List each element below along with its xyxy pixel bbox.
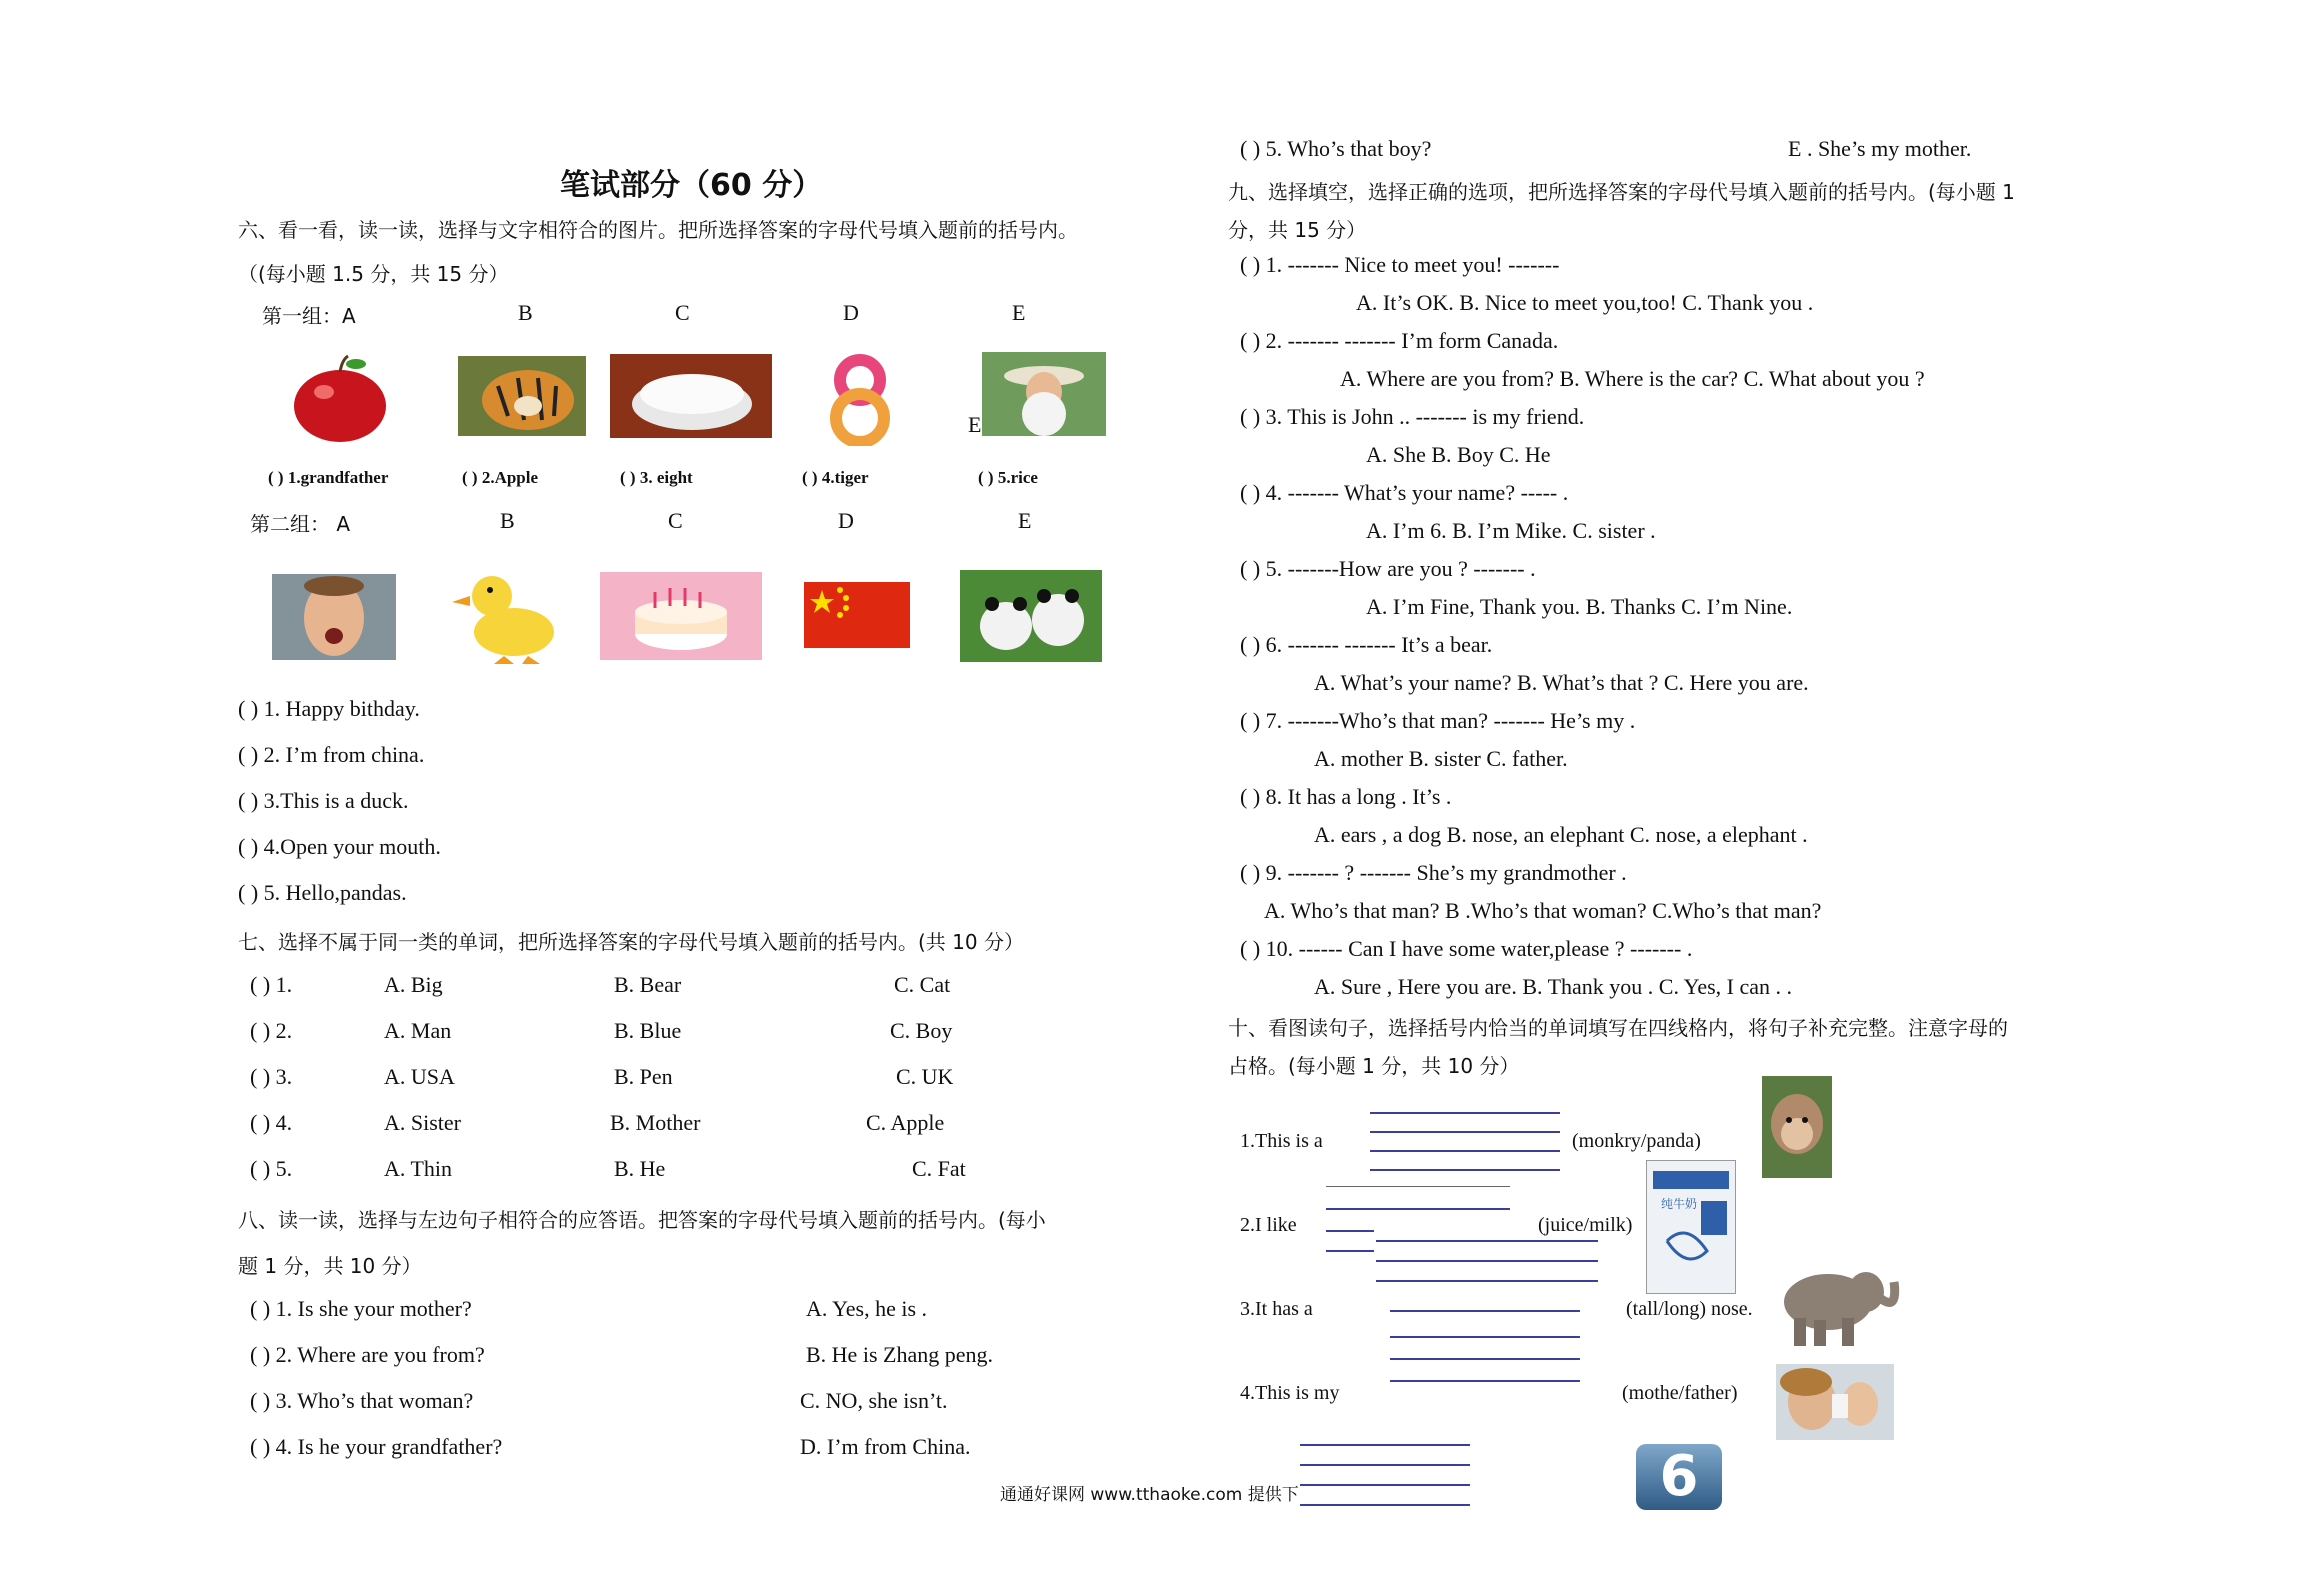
- section-6-score: （(每小题 1.5 分，共 15 分）: [238, 262, 509, 286]
- group1-item-5: ( ) 5.rice: [978, 468, 1038, 487]
- s9-q3: ( ) 3. This is John .. ------- is my friend.: [1240, 404, 1585, 429]
- section-7-heading: 七、选择不属于同一类的单词，把所选择答案的字母代号填入题前的括号内。(共 10 分）: [238, 930, 1024, 954]
- group1-letter-b: B: [518, 300, 533, 325]
- s7-row-1-num: ( ) 1.: [250, 972, 293, 997]
- s7-row-5-b: B. He: [614, 1156, 666, 1181]
- s10-q2-line: [1326, 1208, 1510, 1210]
- s8-question-3: ( ) 3. Who’s that woman?: [250, 1388, 474, 1413]
- s10-q1-line: [1370, 1169, 1560, 1171]
- group1-item-4: ( ) 4.tiger: [802, 468, 869, 487]
- apple-picture: [284, 352, 396, 444]
- s10-q1-options: (monkry/panda): [1572, 1130, 1701, 1152]
- s9-q1: ( ) 1. ------- Nice to meet you! -------: [1240, 252, 1560, 277]
- s7-row-4-num: ( ) 4.: [250, 1110, 293, 1135]
- s7-row-4-c: C. Apple: [866, 1110, 945, 1135]
- group2-letter-d: D: [838, 508, 854, 533]
- s10-q4: 4.This is my: [1240, 1382, 1340, 1404]
- s10-q3-line: [1390, 1358, 1580, 1360]
- section-8-heading-2: 题 1 分，共 10 分）: [238, 1254, 422, 1278]
- section-6-heading: 六、看一看，读一读，选择与文字相符合的图片。把所选择答案的字母代号填入题前的括号内。: [238, 218, 1078, 242]
- s9-q10: ( ) 10. ------ Can I have some water,please ? ------- .: [1240, 936, 1693, 961]
- section-10-heading: 十、看图读句子，选择括号内恰当的单词填写在四线格内，将句子补充完整。注意字母的: [1228, 1016, 2008, 1040]
- mother-child-picture: [1776, 1364, 1894, 1440]
- s6-item-1: ( ) 1. Happy bithday.: [238, 696, 420, 721]
- group1-item-1: ( ) 1.grandfather: [268, 468, 389, 487]
- s9-q10-options: A. Sure , Here you are. B. Thank you . C. Yes, I can . .: [1314, 974, 1793, 999]
- s7-row-1-c: C. Cat: [894, 972, 951, 997]
- s10-q3-options: (tall/long) nose.: [1626, 1298, 1753, 1320]
- s10-q2-line: [1326, 1230, 1374, 1232]
- s8-answer-b: B. He is Zhang peng.: [806, 1342, 993, 1367]
- s8-answer-d: D. I’m from China.: [800, 1434, 971, 1459]
- group2-label: 第二组： A: [250, 512, 351, 536]
- section-8-heading: 八、读一读，选择与左边句子相符合的应答语。把答案的字母代号填入题前的括号内。(每小: [238, 1208, 1046, 1232]
- s9-q7-options: A. mother B. sister C. father.: [1314, 746, 1568, 771]
- s10-q2-guide: [1326, 1186, 1510, 1187]
- s7-row-2-c: C. Boy: [890, 1018, 953, 1043]
- s10-q3-line: [1376, 1280, 1598, 1282]
- group1-item-3: ( ) 3. eight: [620, 468, 693, 487]
- s7-row-4-a: A. Sister: [384, 1110, 461, 1135]
- section-9-heading: 九、选择填空，选择正确的选项，把所选择答案的字母代号填入题前的括号内。(每小题 1: [1228, 180, 2015, 204]
- s7-row-1-b: B. Bear: [614, 972, 682, 997]
- rice-picture: [610, 354, 772, 438]
- s10-q4-line: [1300, 1504, 1470, 1506]
- birthday-cake-picture: [600, 572, 762, 660]
- s7-row-4-b: B. Mother: [610, 1110, 701, 1135]
- s7-row-3-b: B. Pen: [614, 1064, 673, 1089]
- group1-letter-e: E: [1012, 300, 1026, 325]
- s9-q7: ( ) 7. -------Who’s that man? ------- He’s my .: [1240, 708, 1636, 733]
- s10-q3-line: [1376, 1260, 1598, 1262]
- s9-q9: ( ) 9. ------- ? ------- She’s my grandmother .: [1240, 860, 1627, 885]
- s8-answer-e: E . She’s my mother.: [1788, 136, 1972, 161]
- s8-answer-c: C. NO, she isn’t.: [800, 1388, 948, 1413]
- page-title: 笔试部分（60 分）: [560, 168, 823, 203]
- s10-q2: 2.I like: [1240, 1214, 1297, 1236]
- s7-row-5-a: A. Thin: [384, 1156, 453, 1181]
- s8-question-4: ( ) 4. Is he your grandfather?: [250, 1434, 503, 1459]
- group1-letter-c: C: [675, 300, 690, 325]
- s7-row-5-c: C. Fat: [912, 1156, 966, 1181]
- milk-carton-picture: [1646, 1160, 1736, 1294]
- s7-row-3-num: ( ) 3.: [250, 1064, 293, 1089]
- group2-letter-e: E: [1018, 508, 1032, 533]
- s6-item-5: ( ) 5. Hello,pandas.: [238, 880, 407, 905]
- s9-q9-options: A. Who’s that man? B .Who’s that woman? C.Who’s that man?: [1264, 898, 1822, 923]
- s10-q3: 3.It has a: [1240, 1298, 1313, 1320]
- elephant-picture: [1770, 1262, 1904, 1350]
- s7-row-2-a: A. Man: [384, 1018, 452, 1043]
- group1-letter-d: D: [843, 300, 859, 325]
- s7-row-2-b: B. Blue: [614, 1018, 682, 1043]
- s9-q8: ( ) 8. It has a long . It’s .: [1240, 784, 1452, 809]
- s10-q3-line: [1390, 1380, 1580, 1382]
- s10-q2-options: (juice/milk): [1538, 1214, 1633, 1236]
- duck-picture: [444, 566, 568, 666]
- pandas-picture: [960, 570, 1102, 662]
- grandfather-picture: [982, 352, 1106, 436]
- s8-question-2: ( ) 2. Where are you from?: [250, 1342, 485, 1367]
- footer-text: 通通好课网 www.tthaoke.com 提供下: [1000, 1485, 1299, 1505]
- s9-q4: ( ) 4. ------- What’s your name? ----- .: [1240, 480, 1569, 505]
- s10-q3-line: [1376, 1240, 1598, 1242]
- s7-row-5-num: ( ) 5.: [250, 1156, 293, 1181]
- group2-letter-b: B: [500, 508, 515, 533]
- s9-q6: ( ) 6. ------- ------- It’s a bear.: [1240, 632, 1493, 657]
- s6-item-3: ( ) 3.This is a duck.: [238, 788, 409, 813]
- s10-q3-line: [1390, 1336, 1580, 1338]
- s10-q2-line: [1326, 1250, 1374, 1252]
- s9-q3-options: A. She B. Boy C. He: [1366, 442, 1551, 467]
- s10-q1: 1.This is a: [1240, 1130, 1323, 1152]
- s7-row-3-a: A. USA: [384, 1064, 455, 1089]
- s10-q1-line: [1370, 1112, 1560, 1114]
- s8-question-1: ( ) 1. Is she your mother?: [250, 1296, 472, 1321]
- s10-q4-options: (mothe/father): [1622, 1382, 1738, 1404]
- s9-q5-options: A. I’m Fine, Thank you. B. Thanks C. I’m Nine.: [1366, 594, 1793, 619]
- s9-q4-options: A. I’m 6. B. I’m Mike. C. sister .: [1366, 518, 1656, 543]
- s10-q4-line: [1300, 1444, 1470, 1446]
- s9-q1-options: A. It’s OK. B. Nice to meet you,too! C. Thank you .: [1356, 290, 1814, 315]
- group2-letter-c: C: [668, 508, 683, 533]
- s9-q6-options: A. What’s your name? B. What’s that ? C. Here you are.: [1314, 670, 1809, 695]
- milk-carton-label: 纯牛奶: [1661, 1197, 1698, 1211]
- boy-open-mouth-picture: [272, 574, 396, 660]
- s8-answer-a: A. Yes, he is .: [806, 1296, 928, 1321]
- section-10-heading-2: 占格。(每小题 1 分，共 10 分）: [1228, 1054, 1520, 1078]
- group1-label: 第一组：A: [262, 304, 356, 328]
- s7-row-3-c: C. UK: [896, 1064, 954, 1089]
- china-flag-picture: [804, 582, 910, 648]
- s7-row-2-num: ( ) 2.: [250, 1018, 293, 1043]
- s10-q1-line: [1370, 1150, 1560, 1152]
- section-9-heading-2: 分，共 15 分）: [1228, 218, 1367, 242]
- s9-q5: ( ) 5. -------How are you ? ------- .: [1240, 556, 1536, 581]
- s9-q2: ( ) 2. ------- ------- I’m form Canada.: [1240, 328, 1559, 353]
- s10-q4-line: [1300, 1464, 1470, 1466]
- s10-q3-line: [1390, 1310, 1580, 1312]
- tiger-picture: [458, 356, 586, 436]
- s8-question-5: ( ) 5. Who’s that boy?: [1240, 136, 1432, 161]
- s9-q8-options: A. ears , a dog B. nose, an elephant C. nose, a elephant .: [1314, 822, 1808, 847]
- s6-item-2: ( ) 2. I’m from china.: [238, 742, 425, 767]
- s6-item-4: ( ) 4.Open your mouth.: [238, 834, 441, 859]
- eight-picture: [814, 354, 906, 446]
- group1-extra-letter: E: [968, 412, 982, 437]
- s10-q4-line: [1300, 1484, 1470, 1486]
- s7-row-1-a: A. Big: [384, 972, 443, 997]
- s10-q1-line: [1370, 1131, 1560, 1133]
- group1-item-2: ( ) 2.Apple: [462, 468, 539, 487]
- s9-q2-options: A. Where are you from? B. Where is the car? C. What about you ?: [1340, 366, 1925, 391]
- page-number-badge: 6: [1636, 1444, 1722, 1510]
- monkey-picture: [1762, 1076, 1832, 1178]
